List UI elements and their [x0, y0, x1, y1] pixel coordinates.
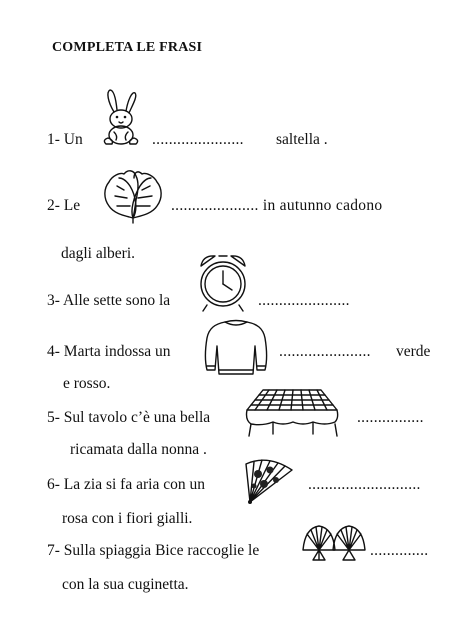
sentence-1-blank[interactable]: ...................... — [152, 131, 244, 148]
sentence-2-blank[interactable]: ..................... in autunno cadono — [171, 197, 383, 214]
sweater-icon — [201, 316, 271, 378]
sentence-3-start: Alle sette sono la — [62, 292, 171, 309]
sentence-3 — [47, 292, 170, 310]
sentence-4-end: verde — [396, 343, 431, 360]
sentence-6-start: La zia si fa aria con un — [63, 476, 205, 493]
sentence-2 — [47, 197, 80, 215]
sentence-4-blank[interactable]: ...................... — [279, 343, 371, 360]
tablecloth-icon — [243, 386, 341, 438]
sentence-5-start: Sul tavolo c’è una bella — [63, 409, 211, 426]
seashells-icon — [299, 520, 369, 566]
sentence-2-number: 2- — [47, 197, 60, 214]
sentence-4-start: Marta indossa un — [63, 343, 171, 360]
leaves-icon — [100, 166, 166, 224]
sentence-1 — [47, 131, 83, 149]
sentence-1-number: 1- — [47, 131, 60, 148]
sentence-3-blank[interactable]: ...................... — [258, 292, 350, 309]
sentence-5 — [47, 409, 210, 427]
sentence-6-number: 6- — [47, 476, 60, 493]
sentence-6 — [47, 476, 205, 494]
sentence-1-end: saltella . — [276, 131, 328, 148]
sentence-1-start: Un — [63, 131, 83, 148]
sentence-7 — [47, 542, 259, 560]
sentence-4-number: 4- — [47, 343, 60, 360]
sentence-7-number: 7- — [47, 542, 60, 559]
sentence-6-continuation: rosa con i fiori gialli. — [62, 510, 193, 527]
alarm-clock-icon — [193, 250, 253, 314]
sentence-2-continuation: dagli alberi. — [61, 245, 136, 262]
sentence-2-start: Le — [63, 197, 81, 214]
sentence-4 — [47, 343, 171, 361]
sentence-7-start: Sulla spiaggia Bice raccoglie le — [63, 542, 260, 559]
sentence-3-number: 3- — [47, 292, 60, 309]
sentence-4-continuation: e rosso. — [63, 375, 111, 392]
sentence-5-blank[interactable]: ................ — [357, 409, 424, 426]
sentence-5-number: 5- — [47, 409, 60, 426]
sentence-5-continuation: ricamata dalla nonna . — [70, 441, 207, 458]
fan-icon — [240, 456, 300, 508]
sentence-6-blank[interactable]: ........................... — [308, 476, 421, 493]
rabbit-icon — [96, 88, 146, 150]
sentence-7-blank[interactable]: .............. — [370, 542, 429, 559]
sentence-7-continuation: con la sua cuginetta. — [62, 576, 189, 593]
page-title: COMPLETA LE FRASI — [52, 40, 203, 55]
